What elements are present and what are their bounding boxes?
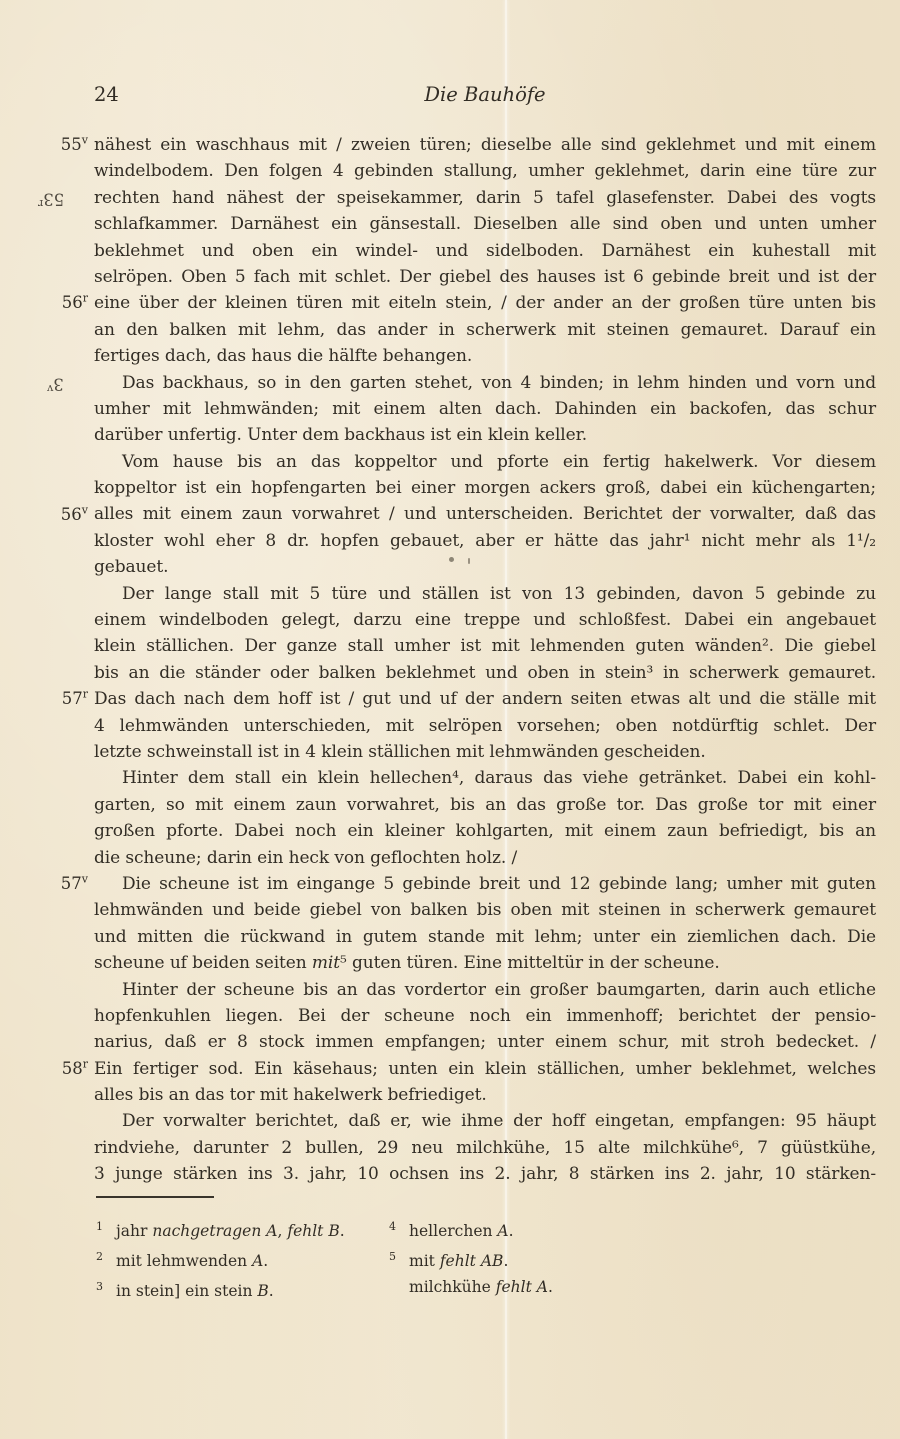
body-line (94, 422, 876, 448)
body-line (94, 317, 876, 343)
text: garten, so mit einem zaun vorwahret, bis an das große tor. Das große tor mit einer (94, 794, 876, 815)
running-title: Die Bauhöfe (424, 83, 546, 106)
footnote-number: 5 (389, 1250, 396, 1263)
text: an den balken mit lehm, das ander in scherwerk mit steinen gemauret. Darauf ein (94, 319, 876, 340)
folio-margin-note (24, 370, 64, 396)
body-line (94, 1003, 876, 1029)
folio-margin-note (30, 1056, 88, 1082)
text: 3 junge stärken ins 3. jahr, 10 ochsen ins 2. jahr, 8 stärken ins 2. jahr, 10 stärken- (94, 1164, 876, 1185)
body-line (94, 1056, 876, 1082)
text: beklehmet und oben ein windel- und sidelboden. Darnähest ein kuhestall mit (94, 240, 876, 261)
text: . (508, 1222, 514, 1240)
text: selröpen. Oben 5 fach mit schlet. Der giebel des hauses ist 6 gebinde breit und ist der (94, 266, 876, 287)
italic-text: fehlt (439, 1252, 476, 1270)
folio-margin-note (24, 185, 64, 211)
italic-text: A (497, 1222, 509, 1240)
body-line (94, 211, 876, 237)
body-line (94, 1161, 876, 1187)
text: rechten hand nähest der speisekammer, darin 5 tafel glasefenster. Dabei des vogts (94, 187, 876, 208)
text: bis an die ständer oder balken beklehmet und oben in stein³ in scherwerk gemauret. (94, 662, 876, 683)
text: nähest ein waschhaus mit / zweien türen; dieselbe alle sind geklehmet und mit einem (94, 135, 876, 155)
folio-number: 57$^r$ (61, 687, 88, 709)
body-line (94, 158, 876, 184)
footnote-line (389, 1272, 689, 1302)
body-line (94, 185, 876, 211)
italic-text: nachgetragen (152, 1222, 262, 1240)
text: fertiges dach, das haus die hälfte behangen. (94, 346, 473, 367)
text: in stein] ein stein (116, 1282, 258, 1300)
folio-number: 57$^v$ (60, 872, 88, 894)
text: hellerchen (409, 1222, 498, 1240)
body-line (94, 501, 876, 527)
text: hopfenkuhlen liegen. Bei der scheune noch ein immenhoff; berichtet der pensio- (94, 1005, 876, 1026)
text: alles mit einem zaun vorwahret / und unterscheiden. Berichtet der vorwalter, daß das (94, 504, 876, 525)
body-line (94, 1108, 876, 1134)
italic-text: fehlt (495, 1278, 532, 1296)
text: windelbodem. Den folgen 4 gebinden stallung, umher geklehmet, darin eine türe zur (94, 161, 876, 182)
text: darüber unfertig. Unter dem backhaus ist ein klein keller. (94, 425, 588, 446)
text: jahr (116, 1222, 153, 1240)
text: milchkühe (409, 1278, 496, 1296)
body-line (94, 792, 876, 818)
body-line (94, 396, 876, 422)
body-line (94, 1029, 876, 1055)
italic-text: A (266, 1222, 278, 1240)
body-line (94, 449, 876, 475)
body-line (94, 238, 876, 264)
footnote-number: 4 (389, 1220, 396, 1233)
text: Das backhaus, so in den garten stehet, von 4 binden; in lehm hinden und vorn und (122, 372, 876, 393)
body-line (94, 871, 876, 897)
text: und mitten die rückwand in gutem stande mit lehm; unter ein ziemlichen dach. Die (94, 926, 876, 947)
body-line (94, 897, 876, 923)
text: Der lange stall mit 5 türe und ställen ist von 13 gebinden, davon 5 gebinde zu (122, 583, 876, 604)
page-header (94, 82, 876, 108)
body-line (94, 475, 876, 501)
body-line (94, 370, 876, 396)
body-line (94, 765, 876, 791)
footnote-rule (96, 1196, 214, 1198)
body-line (94, 581, 876, 607)
text: Ein fertiger sod. Ein käsehaus; unten ein klein ställichen, umher beklehmet, welches (94, 1058, 876, 1079)
text: scheune uf beiden seiten (94, 953, 312, 974)
text: einem windelboden gelegt, darzu eine treppe und schloßfest. Dabei ein angebauet (94, 610, 876, 631)
page-number: 24 (94, 83, 119, 106)
folio-margin-note (30, 290, 88, 316)
body-line (94, 977, 876, 1003)
italic-text: A (252, 1252, 264, 1270)
body-line (94, 950, 876, 976)
body-line (94, 845, 876, 871)
text: Der vorwalter berichtet, daß er, wie ihme der hoff eingetan, empfangen: 95 häupt (122, 1111, 876, 1132)
italic-text: A (536, 1278, 548, 1296)
body-line (94, 343, 876, 369)
text: umher mit lehmwänden; mit einem alten dach. Dahinden ein backofen, das schur (94, 398, 876, 419)
ink-speck (449, 557, 454, 562)
body-line (94, 1135, 876, 1161)
footnote-number: 3 (96, 1280, 103, 1293)
body-line (94, 660, 876, 686)
text: kloster wohl eher 8 dr. hopfen gebauet, aber er hätte das jahr¹ nicht mehr als 1¹/₂ (94, 530, 876, 551)
footnote-column-right (389, 1212, 689, 1302)
body-line (94, 290, 876, 316)
body-line (94, 264, 876, 290)
text: Hinter der scheune bis an das vordertor ein großer baumgarten, darin auch etliche (122, 979, 876, 1000)
italic-text: B (257, 1282, 269, 1300)
text: schlafkammer. Darnähest ein gänsestall. Dieselben alle sind oben und unten umher (94, 214, 876, 235)
text: Das dach nach dem hoff ist / gut und uf der andern seiten etwas alt und die ställe mit (94, 689, 876, 710)
text: rindviehe, darunter 2 bullen, 29 neu milchkühe, 15 alte milchkühe⁶, 7 güüstkühe, (94, 1137, 876, 1158)
body-line (94, 713, 876, 739)
text: . (339, 1222, 345, 1240)
italic-text: mit (311, 953, 340, 974)
text: . (268, 1282, 274, 1300)
text: gebauet. (94, 557, 169, 578)
italic-text: fehlt (287, 1222, 324, 1240)
footnote-line (96, 1272, 396, 1302)
text: die scheune; darin ein heck von geflochten holz. / (94, 847, 518, 868)
ink-speck (468, 558, 470, 564)
folio-number: 56$^v$ (60, 503, 88, 524)
footnote-column-left (96, 1212, 396, 1302)
text: Die scheune ist im eingange 5 gebinde breit und 12 gebinde lang; umher mit guten (122, 873, 876, 894)
text: , (277, 1222, 288, 1240)
folio-number: 3$^v$ (47, 374, 64, 395)
footnote-number: 2 (96, 1250, 103, 1263)
folio-margin-note (30, 502, 88, 528)
footnote-line (389, 1242, 689, 1272)
text: 4 lehmwänden unterschieden, mit selröpen vorsehen; oben notdürftig schlet. Der (94, 715, 876, 736)
italic-text: B (328, 1222, 340, 1240)
folio-number: 53$^r$ (37, 189, 64, 210)
text: . (263, 1252, 269, 1270)
footnote-number: 1 (96, 1220, 103, 1233)
text: großen pforte. Dabei noch ein kleiner kohlgarten, mit einem zaun befriedigt, bis an (94, 821, 876, 842)
body-line (94, 739, 876, 765)
text: letzte schweinstall ist in 4 klein ställichen mit lehmwänden gescheiden. (94, 741, 706, 762)
body-line (94, 607, 876, 633)
text: lehmwänden und beide giebel von balken bis oben mit steinen in scherwerk gemauret (94, 900, 876, 921)
text: Hinter dem stall ein klein hellechen⁴, daraus das viehe getränket. Dabei ein kohl- (122, 768, 876, 789)
footnote-line (96, 1212, 396, 1242)
body-line (94, 528, 876, 554)
folio-number: 58$^r$ (61, 1057, 88, 1078)
text: ⁵ guten türen. Eine mitteltür in der scheune. (340, 953, 720, 974)
body-text (94, 132, 876, 1188)
text: klein ställichen. Der ganze stall umher ist mit lehmenden guten wänden². Die giebel (94, 636, 876, 657)
footnote-line (389, 1212, 689, 1242)
body-line (94, 132, 876, 158)
text: alles bis an das tor mit hakelwerk befriediget. (94, 1085, 487, 1106)
body-line (94, 924, 876, 950)
text: mit (409, 1252, 440, 1270)
text: narius, daß er 8 stock immen empfangen; unter einem schur, mit stroh bedecket. / (94, 1032, 876, 1053)
folio-margin-note (30, 132, 88, 158)
body-line (94, 633, 876, 659)
footnote-line (96, 1242, 396, 1272)
italic-text: AB (480, 1252, 504, 1270)
folio-margin-note (30, 686, 88, 712)
text: mit lehmwenden (116, 1252, 253, 1270)
text: koppeltor ist ein hopfengarten bei einer morgen ackers groß, dabei ein küchengarten; (94, 478, 876, 499)
body-line (94, 686, 876, 712)
body-line (94, 818, 876, 844)
folio-number: 56$^r$ (61, 291, 88, 313)
folio-number: 55$^v$ (60, 133, 88, 154)
body-line (94, 554, 876, 580)
text: Vom hause bis an das koppeltor und pforte ein fertig hakelwerk. Vor diesem (122, 451, 876, 472)
body-line (94, 1082, 876, 1108)
text: eine über der kleinen türen mit eiteln stein, / der ander an der großen türe unten bis (94, 293, 876, 314)
text: . (547, 1278, 553, 1296)
text: . (503, 1252, 509, 1270)
folio-margin-note (30, 871, 88, 897)
